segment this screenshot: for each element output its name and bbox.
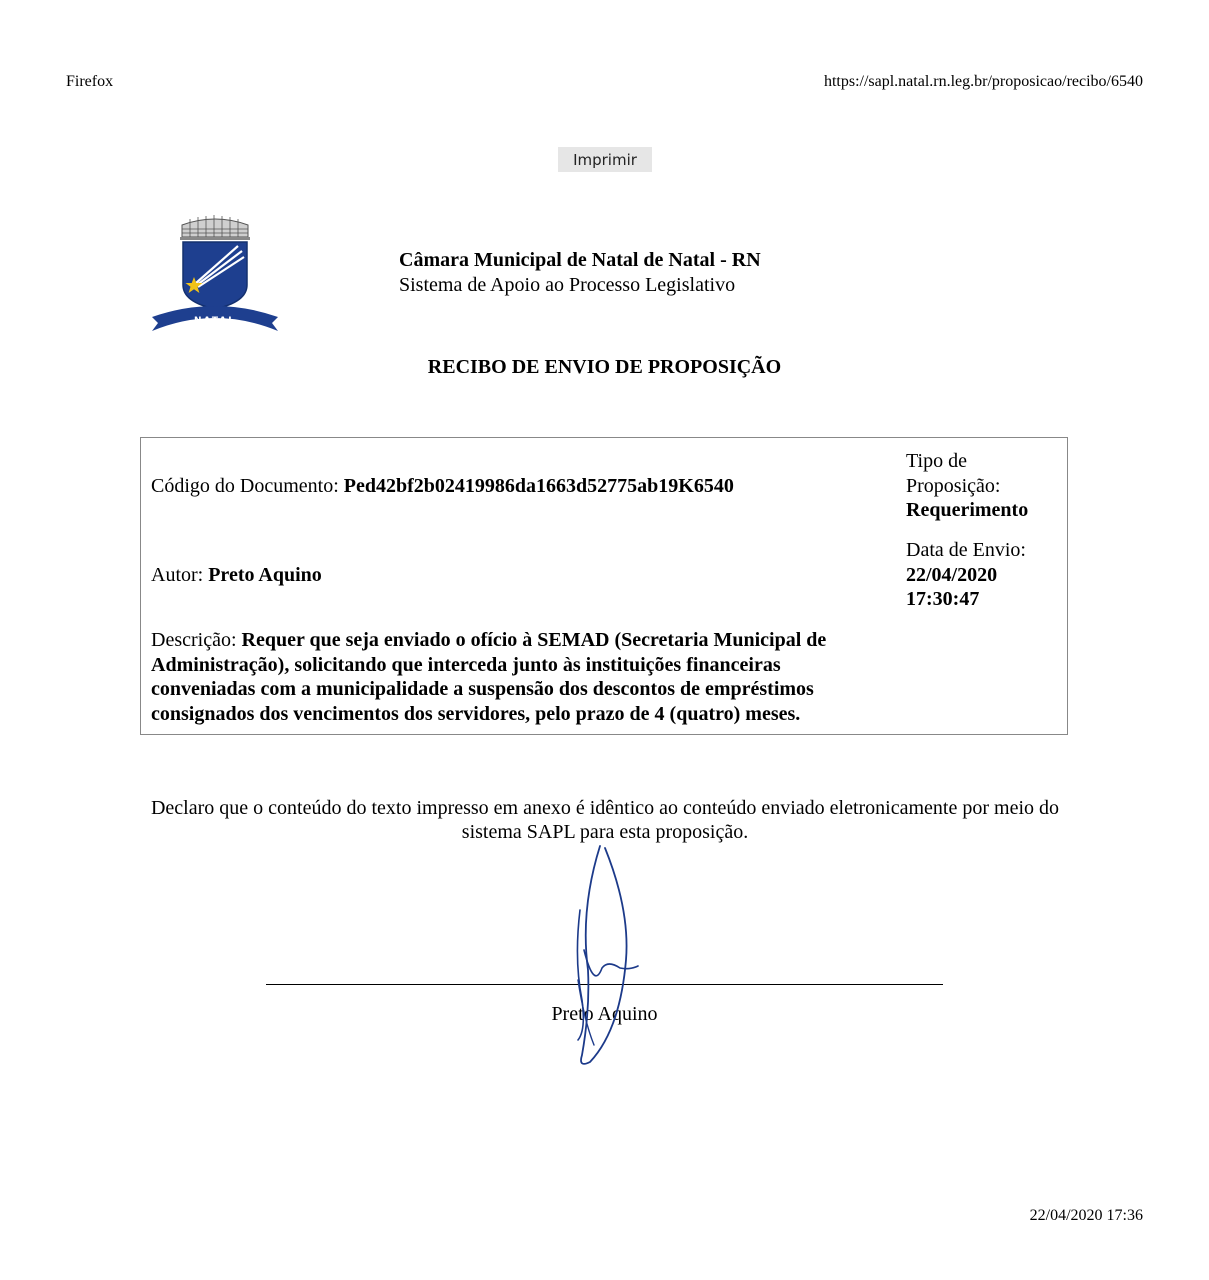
document-code-label: Código do Documento:: [151, 475, 339, 497]
print-footer-timestamp: 22/04/2020 17:36: [1029, 1207, 1143, 1224]
receipt-info-box: [140, 437, 1068, 735]
handwritten-signature: [560, 840, 650, 1072]
send-date-label: Data de Envio:: [906, 539, 1026, 561]
description-field: [151, 628, 876, 726]
city-crest-logo: [150, 205, 280, 340]
proposition-type-label-line2: Proposição:: [906, 474, 1001, 497]
author-field: [151, 563, 322, 588]
send-date-value: 22/04/2020: [906, 563, 998, 586]
proposition-type-label-line1: Tipo de: [906, 450, 967, 472]
author-label: Autor:: [151, 564, 204, 586]
print-button[interactable]: Imprimir: [558, 147, 652, 172]
document-code-value: Ped42bf2b02419986da1663d52775ab19K6540: [343, 475, 734, 497]
description-value: Requer que seja enviado o ofício à SEMAD (Secretaria Municipal de Administração), solicitando que interceda junto às instituições financeiras conveniadas com a municipalidade a suspensão dos descontos de empréstimos consignados dos vencimentos dos servidores, pelo prazo de 4 (quatro) meses.: [151, 629, 827, 725]
institution-name: Câmara Municipal de Natal de Natal - RN: [399, 249, 761, 271]
send-time-value: 17:30:47: [906, 588, 980, 610]
crest-ribbon-text: NATAL: [194, 316, 236, 326]
author-value: Preto Aquino: [208, 564, 322, 586]
document-code-field: [151, 474, 734, 499]
system-name: Sistema de Apoio ao Processo Legislativo: [399, 274, 736, 296]
proposition-type-value: Requerimento: [906, 499, 1029, 521]
declaration-text: Declaro que o conteúdo do texto impresso em anexo é idêntico ao conteúdo enviado eletronicamente por meio do sistema SAPL para esta proposição.: [150, 797, 1060, 843]
description-label: Descrição:: [151, 629, 237, 651]
print-header-url: https://sapl.natal.rn.leg.br/proposicao/recibo/6540: [823, 73, 1143, 90]
print-header-browser: Firefox: [66, 73, 114, 90]
document-title: RECIBO DE ENVIO DE PROPOSIÇÃO: [427, 356, 782, 378]
send-date-field: [906, 538, 1026, 612]
proposition-type-field: [906, 449, 1028, 523]
signer-name: Preto Aquino: [551, 1003, 658, 1025]
